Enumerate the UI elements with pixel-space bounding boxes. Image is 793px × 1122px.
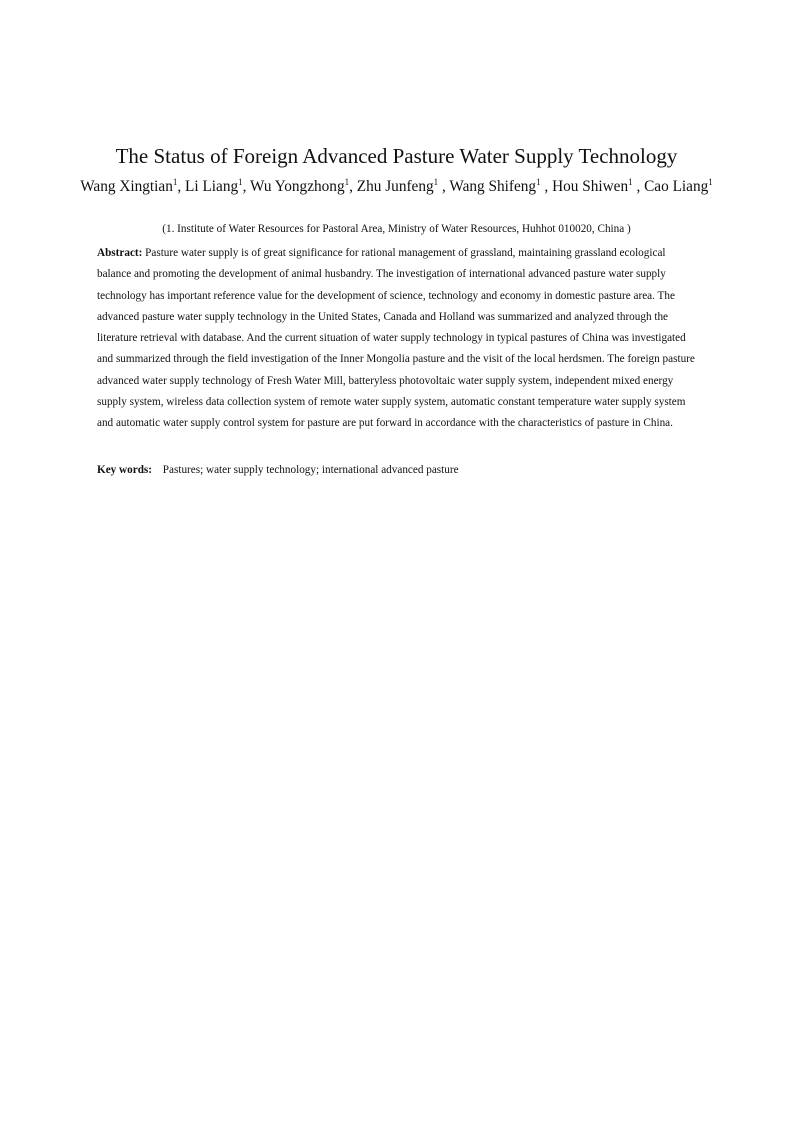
author: Li Liang$^1$,	[185, 177, 251, 195]
abstract-label: Abstract:	[97, 247, 143, 259]
affiliation-marker: 1	[536, 177, 541, 187]
author: Hou Shiwen$^1$ ,	[552, 177, 645, 195]
keywords-text: Pastures; water supply technology; international advanced pasture	[162, 464, 459, 476]
author: Wang Shifeng$^1$ ,	[449, 177, 553, 195]
affiliation-marker: 1	[433, 177, 439, 187]
paper-title: The Status of Foreign Advanced Pasture Water Supply Technology	[115, 144, 678, 168]
author: Zhu Junfeng$^1$ ,	[356, 177, 450, 195]
author: Wang Xingtian$^1$,	[80, 177, 186, 195]
keywords-label: Key words:	[97, 464, 152, 476]
affiliation-marker: 1	[344, 177, 350, 187]
abstract-text: Pasture water supply is of great significance for rational management of grassland, maintaining grassland ecological balance and promoting the development of animal husbandry. The investigation of international advanced pasture water supply technology has important reference value for the development of science, technology and economy in domestic pasture area. The advanced pasture water supply technology in the United States, Canada and Holland was summarized and analyzed through the literature retrieval with database. And the current situation of water supply technology in typical pastures of China was investigated and summarized through the field investigation of the Inner Mongolia pasture and the visit of the local herdsmen. The foreign pasture advanced water supply technology of Fresh Water Mill, batteryless photovoltaic water supply system, independent mixed energy supply system, wireless data collection system of remote water supply system, automatic constant temperature water supply system and automatic water supply control system for pasture are put forward in accordance with the characteristics of pasture in China.	[97, 247, 695, 430]
affiliation-marker: 1	[172, 177, 178, 187]
author-list	[80, 176, 713, 197]
affiliation-marker: 1	[238, 177, 243, 187]
author: Wu Yongzhong$^1$,	[250, 177, 357, 195]
author: Cao Liang$^1$	[644, 177, 713, 195]
keywords	[97, 460, 697, 481]
affiliation: (1. Institute of Water Resources for Pastoral Area, Ministry of Water Resources, Huhhot 010020, China )	[162, 223, 631, 235]
affiliation-marker: 1	[628, 177, 633, 187]
abstract	[97, 243, 697, 435]
affiliation-marker: 1	[708, 177, 713, 187]
